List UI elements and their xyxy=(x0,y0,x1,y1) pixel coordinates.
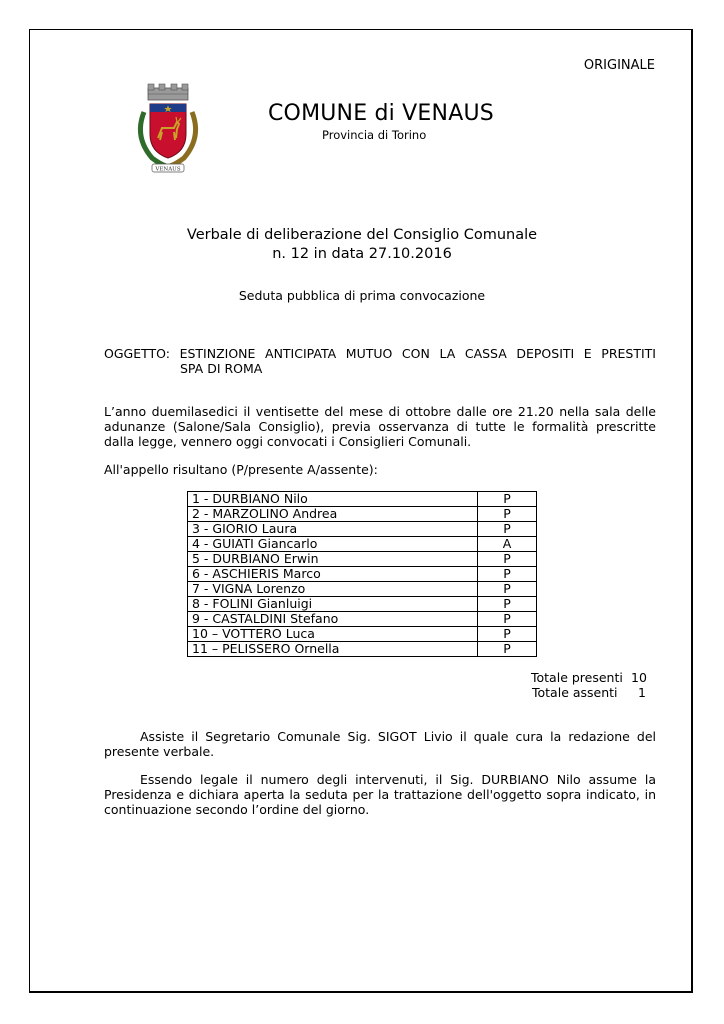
table-row xyxy=(188,522,537,537)
attendance-status: P xyxy=(478,492,537,507)
subject-line-1: OGGETTO: ESTINZIONE ANTICIPATA MUTUO CON LA CASSA DEPOSITI E PRESTITI xyxy=(104,346,656,361)
total-present-label: Totale presenti xyxy=(531,670,623,685)
table-row xyxy=(188,537,537,552)
total-absent-value: 1 xyxy=(638,685,646,700)
table-row xyxy=(188,582,537,597)
secretary-paragraph: Assiste il Segretario Comunale Sig. SIGOT Livio il quale cura la redazione del presente verbale. xyxy=(104,729,656,759)
table-row xyxy=(188,612,537,627)
councillor-name: 10 – VOTTERO Luca xyxy=(188,627,478,642)
attendance-status: P xyxy=(478,627,537,642)
attendance-status: P xyxy=(478,582,537,597)
attendance-status: P xyxy=(478,597,537,612)
original-label: ORIGINALE xyxy=(583,58,655,73)
councillor-name: 8 - FOLINI Gianluigi xyxy=(188,597,478,612)
councillor-name: 6 - ASCHIERIS Marco xyxy=(188,567,478,582)
subject-line-2: SPA DI ROMA xyxy=(180,361,263,376)
attendance-status: P xyxy=(478,507,537,522)
councillor-name: 2 - MARZOLINO Andrea xyxy=(188,507,478,522)
councillor-name: 3 - GIORIO Laura xyxy=(188,522,478,537)
table-row xyxy=(188,642,537,657)
table-row xyxy=(188,552,537,567)
closing-paragraph: Essendo legale il numero degli intervenuti, il Sig. DURBIANO Nilo assume la Presidenza e dichiara aperta la seduta per la trattazione dell'oggetto sopra indicato, in continuazione secondo l’ordine del giorno. xyxy=(104,772,656,817)
table-row xyxy=(188,507,537,522)
title-line-1: Verbale di deliberazione del Consiglio Comunale xyxy=(186,227,538,243)
municipality-name: COMUNE di VENAUS xyxy=(268,101,494,126)
intro-paragraph: L’anno duemilasedici il ventisette del mese di ottobre dalle ore 21.20 nella sala delle adunanze (Salone/Sala Consiglio), previa osservanza di tutte le formalità prescritte dalla legge, vennero oggi convocati i Consiglieri Comunali. xyxy=(104,404,656,449)
total-absent-label: Totale assenti xyxy=(532,685,618,700)
table-row xyxy=(188,492,537,507)
province-name: Provincia di Torino xyxy=(322,128,427,142)
attendance-status: A xyxy=(478,537,537,552)
councillor-name: 5 - DURBIANO Erwin xyxy=(188,552,478,567)
table-row xyxy=(188,567,537,582)
councillor-name: 4 - GUIATI Giancarlo xyxy=(188,537,478,552)
roll-call-label: All'appello risultano (P/presente A/assente): xyxy=(104,462,378,477)
councillor-name: 7 - VIGNA Lorenzo xyxy=(188,582,478,597)
session-type: Seduta pubblica di prima convocazione xyxy=(238,288,486,303)
document-title xyxy=(0,226,724,264)
attendance-status: P xyxy=(478,522,537,537)
crest-motto: VENAUS xyxy=(155,166,181,173)
councillor-name: 11 – PELISSERO Ornella xyxy=(188,642,478,657)
total-present-value: 10 xyxy=(631,670,647,685)
title-line-2: n. 12 in data 27.10.2016 xyxy=(272,246,452,262)
attendance-status: P xyxy=(478,642,537,657)
attendance-status: P xyxy=(478,612,537,627)
subject-block xyxy=(104,346,656,376)
councillor-name: 1 - DURBIANO Nilo xyxy=(188,492,478,507)
councillor-name: 9 - CASTALDINI Stefano xyxy=(188,612,478,627)
table-row xyxy=(188,597,537,612)
municipal-crest-icon xyxy=(132,82,204,176)
attendance-status: P xyxy=(478,567,537,582)
table-row xyxy=(188,627,537,642)
attendance-status: P xyxy=(478,552,537,567)
attendance-table xyxy=(187,491,537,657)
